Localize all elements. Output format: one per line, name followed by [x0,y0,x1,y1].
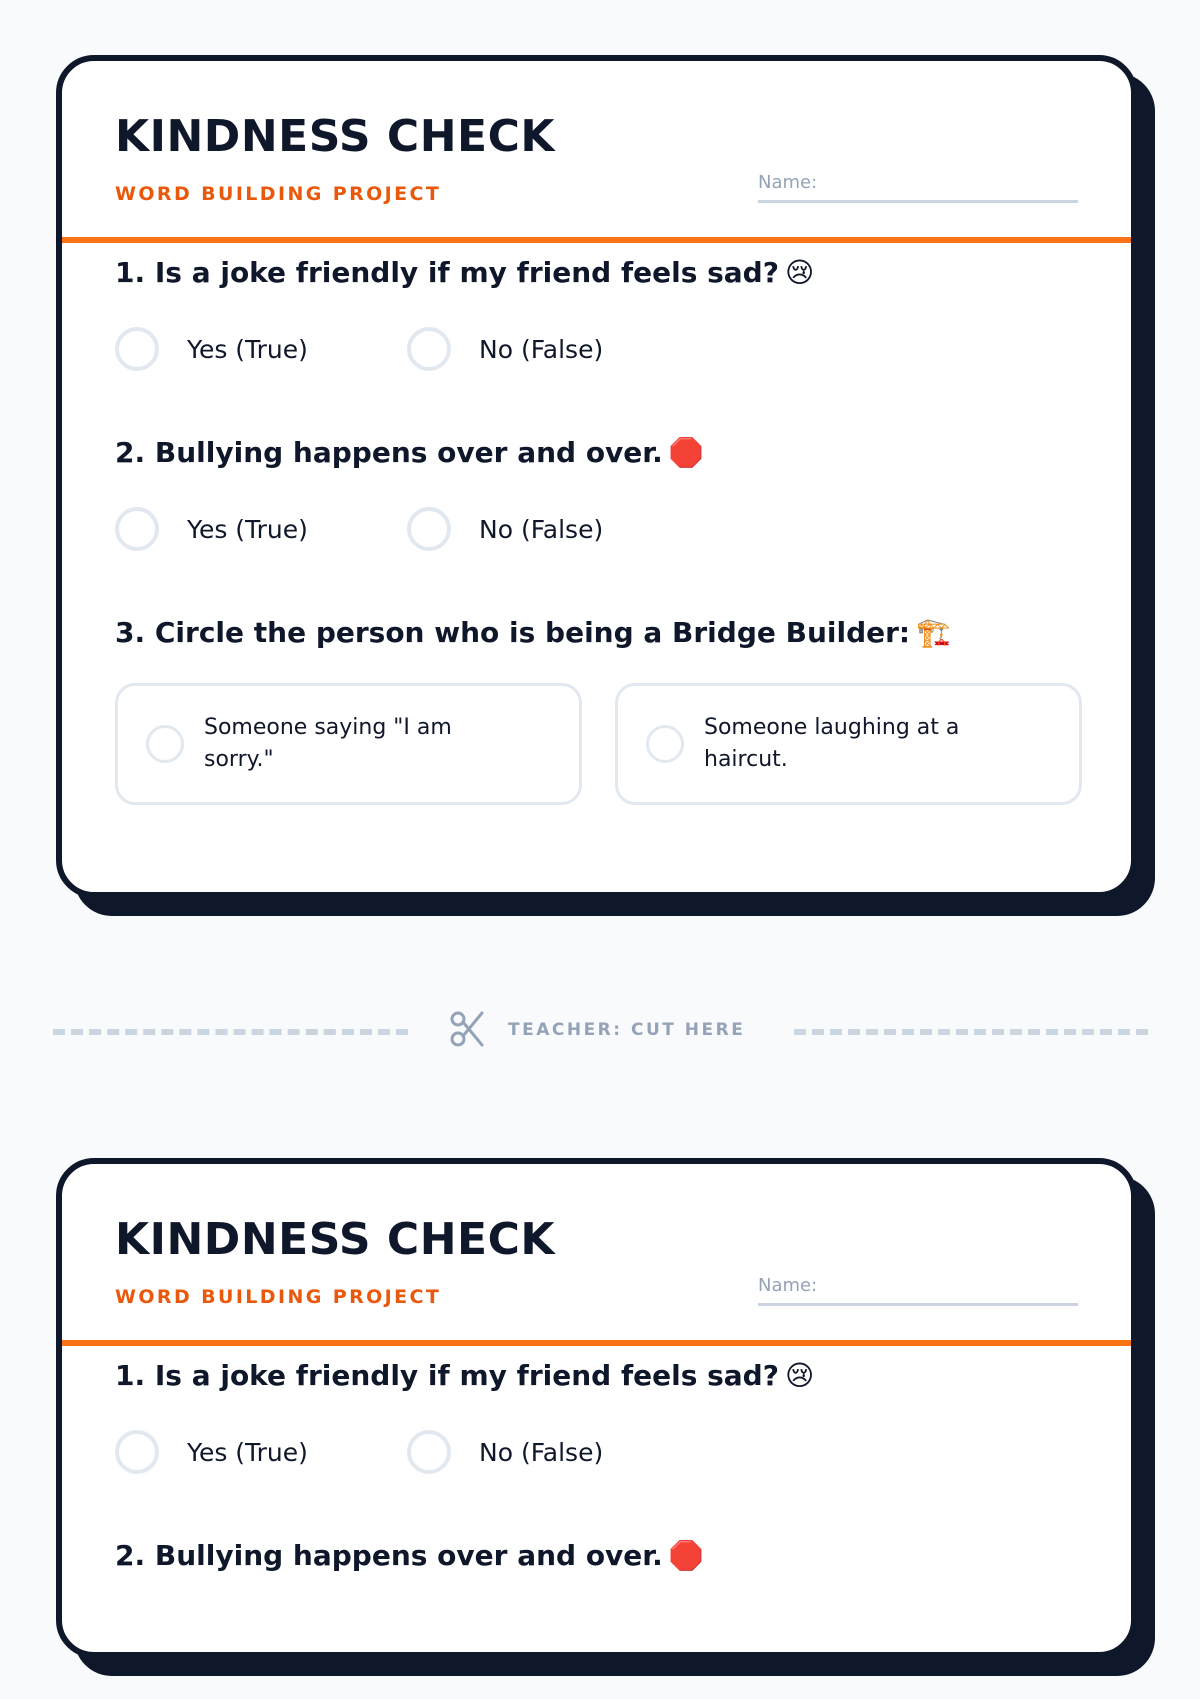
question-label: 2. Bullying happens over and over. [115,436,663,469]
radio-button[interactable] [115,1430,159,1474]
option-label: Yes (True) [187,1437,308,1467]
worksheet-card-2 [56,1158,1137,1658]
question-text [115,256,814,290]
question-3 [115,596,1078,776]
worksheet-title: KINDNESS CHECK [115,111,555,162]
crying-face-icon: 😢 [784,256,815,289]
worksheet-header [115,1212,1078,1339]
cut-label: TEACHER: CUT HERE [508,1020,746,1040]
crying-face-icon: 😢 [784,1359,815,1392]
option-label: No (False) [479,334,604,364]
option-no[interactable] [407,322,603,376]
worksheet-card-1 [56,55,1137,898]
dashed-line-right [794,1029,1148,1035]
question-text [115,1359,814,1393]
question-text [115,1539,704,1573]
stop-sign-icon: 🛑 [668,1539,704,1572]
cut-line [53,1010,1148,1050]
choice-card-sorry[interactable] [115,683,582,805]
radio-button[interactable] [115,507,159,551]
name-field[interactable] [758,170,1078,203]
choice-label: Someone laughing at a haircut. [704,715,960,772]
question-2 [115,1519,1078,1699]
radio-button[interactable] [407,507,451,551]
worksheet-header [115,109,1078,236]
option-no[interactable] [407,1425,603,1479]
choice-card-laughing[interactable] [615,683,1082,805]
question-1 [115,1339,1078,1519]
question-text [115,436,704,470]
choice-label: Someone saying "I am sorry." [204,715,452,772]
radio-button[interactable] [146,725,184,763]
question-label: 3. Circle the person who is being a Bridge Builder: [115,616,911,649]
radio-button[interactable] [115,327,159,371]
name-label: Name: [758,1275,818,1296]
radio-button[interactable] [407,327,451,371]
option-yes[interactable] [115,502,308,556]
crane-icon: 🏗️ [916,616,951,649]
option-yes[interactable] [115,322,308,376]
dashed-line-left [53,1029,408,1035]
option-label: Yes (True) [187,514,308,544]
option-yes[interactable] [115,1425,308,1479]
question-text [115,616,951,650]
worksheet-title: KINDNESS CHECK [115,1214,555,1265]
question-label: 1. Is a joke friendly if my friend feels sad? [115,1359,779,1392]
worksheet-subtitle: WORD BUILDING PROJECT [115,1286,442,1308]
question-2 [115,416,1078,596]
name-field[interactable] [758,1273,1078,1306]
option-label: Yes (True) [187,334,308,364]
stop-sign-icon: 🛑 [668,436,704,469]
option-label: No (False) [479,1437,604,1467]
option-no[interactable] [407,502,603,556]
radio-button[interactable] [407,1430,451,1474]
scissors-icon [449,1010,485,1048]
question-1 [115,236,1078,416]
radio-button[interactable] [646,725,684,763]
question-label: 1. Is a joke friendly if my friend feels sad? [115,256,779,289]
option-label: No (False) [479,514,604,544]
question-label: 2. Bullying happens over and over. [115,1539,663,1572]
name-label: Name: [758,172,818,193]
worksheet-subtitle: WORD BUILDING PROJECT [115,183,442,205]
